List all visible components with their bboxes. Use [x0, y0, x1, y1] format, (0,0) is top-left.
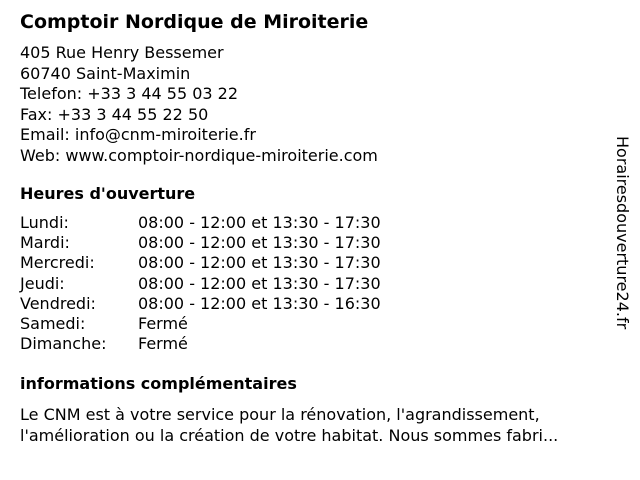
info-heading: informations complémentaires [20, 374, 297, 393]
hours-time: 08:00 - 12:00 et 13:30 - 17:30 [138, 233, 381, 253]
hours-day: Vendredi: [20, 293, 96, 313]
hours-time: Fermé [138, 313, 188, 333]
contact-web: Web: www.comptoir-nordique-miroiterie.com [20, 145, 378, 165]
hours-day: Mardi: [20, 233, 70, 253]
contact-city: 60740 Saint-Maximin [20, 63, 191, 83]
contact-fax: Fax: +33 3 44 55 22 50 [20, 104, 209, 124]
hours-time: 08:00 - 12:00 et 13:30 - 17:30 [138, 273, 381, 293]
contact-email: Email: info@cnm-miroiterie.fr [20, 125, 256, 144]
contact-phone: Telefon: +33 3 44 55 03 22 [20, 84, 239, 103]
business-name: Comptoir Nordique de Miroiterie [20, 11, 369, 33]
hours-day: Jeudi: [20, 273, 65, 293]
hours-heading: Heures d'ouverture [20, 184, 196, 203]
contact-block [20, 43, 378, 166]
info-description: Le CNM est à votre service pour la rénovation, l'agrandissement, l'amélioration ou la création de votre habitat. Nous sommes fabri... [20, 405, 559, 445]
side-brand-label: Horairesdouverture24.fr [613, 136, 632, 330]
hours-day: Lundi: [20, 213, 69, 232]
hours-time: 08:00 - 12:00 et 13:30 - 17:30 [138, 213, 381, 232]
hours-day: Dimanche: [20, 334, 107, 354]
hours-day: Samedi: [20, 313, 86, 333]
hours-time: Fermé [138, 334, 188, 354]
contact-street: 405 Rue Henry Bessemer [20, 43, 224, 62]
hours-time: 08:00 - 12:00 et 13:30 - 17:30 [138, 253, 381, 273]
hours-day: Mercredi: [20, 253, 95, 273]
hours-time: 08:00 - 12:00 et 13:30 - 16:30 [138, 293, 381, 313]
